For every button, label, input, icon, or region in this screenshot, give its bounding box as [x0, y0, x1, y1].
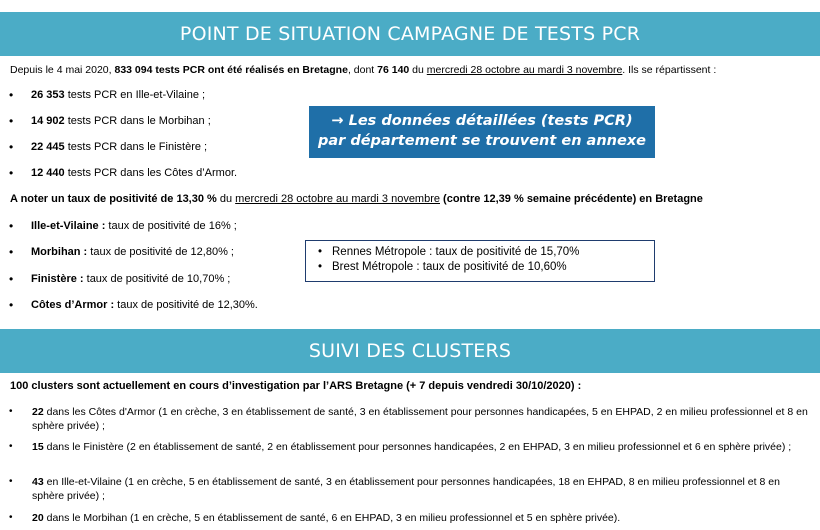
metro-text: Rennes Métropole : taux de positivité de 15,70% — [332, 246, 580, 258]
intro-period: mercredi 28 octobre au mardi 3 novembre — [426, 64, 623, 76]
bullet: • — [9, 441, 13, 452]
list-item — [32, 511, 810, 525]
rate-dept: Côtes d’Armor : — [31, 299, 115, 311]
section-banner-clusters: SUIVI DES CLUSTERS — [0, 329, 820, 373]
positivity-text: du — [216, 193, 236, 205]
list-item — [31, 220, 237, 232]
intro-weekly: 76 140 — [377, 64, 410, 76]
list-item — [31, 115, 211, 127]
dept-label: tests PCR dans le Morbihan ; — [64, 115, 211, 127]
bullet: • — [9, 298, 14, 312]
clusters-heading — [10, 380, 581, 392]
list-item — [31, 299, 258, 311]
bullet: • — [9, 140, 14, 154]
positivity-rate: A noter un taux de positivité de 13,30 % — [10, 193, 217, 205]
callout-line: par département se trouvent en annexe — [317, 133, 647, 149]
dept-count: 14 902 — [31, 115, 65, 127]
intro-text: , dont — [347, 64, 378, 76]
cluster-detail: dans le Morbihan (1 en crèche, 5 en établissement de santé, 6 en EHPAD, 3 en milieu professionnel et 5 en sphère privée). — [43, 512, 621, 524]
cluster-detail: en Ille-et-Vilaine (1 en crèche, 5 en établissement de santé, 3 en établissement pour personnes handicapées, 18 en EHPAD, 8 en milieu professionnel et 8 en sphère privée) ; — [32, 476, 780, 502]
dept-count: 26 353 — [31, 89, 65, 101]
clusters-heading-text: 100 clusters sont actuellement en cours d’investigation par l’ARS Bretagne (+ 7 depuis vendredi 30/10/2020) : — [10, 380, 582, 392]
metro-text: Brest Métropole : taux de positivité de 10,60% — [332, 261, 567, 273]
callout-line: → Les données détaillées (tests PCR) — [331, 113, 633, 129]
bullet: • — [9, 476, 13, 487]
rate-value: taux de positivité de 10,70% ; — [83, 273, 231, 285]
list-item — [32, 405, 810, 433]
list-item — [31, 273, 230, 285]
list-item — [31, 89, 205, 101]
rate-value: taux de positivité de 16% ; — [105, 220, 237, 232]
rate-dept: Ille-et-Vilaine : — [31, 220, 106, 232]
dept-label: tests PCR dans le Finistère ; — [64, 141, 208, 153]
positivity-comparison: (contre 12,39 % semaine précédente) en Bretagne — [440, 193, 703, 205]
rate-dept: Morbihan : — [31, 246, 88, 258]
list-item — [32, 440, 810, 454]
dept-count: 22 445 — [31, 141, 65, 153]
rate-value: taux de positivité de 12,30%. — [114, 299, 258, 311]
rate-dept: Finistère : — [31, 273, 84, 285]
cluster-count: 22 — [32, 406, 44, 418]
list-item — [31, 167, 237, 179]
bullet: • — [9, 512, 13, 523]
dept-count: 12 440 — [31, 167, 65, 179]
cluster-count: 15 — [32, 441, 44, 453]
section-banner-tests: POINT DE SITUATION CAMPAGNE DE TESTS PCR — [0, 12, 820, 56]
metro-item — [318, 260, 654, 275]
intro-total: 833 094 tests PCR ont été réalisés en Bretagne — [114, 64, 348, 76]
metro-item — [318, 245, 654, 260]
bullet: • — [9, 114, 14, 128]
intro-text: Depuis le 4 mai 2020, — [10, 64, 115, 76]
bullet: • — [318, 261, 323, 273]
intro-text: du — [409, 64, 427, 76]
positivity-period: mercredi 28 octobre au mardi 3 novembre — [235, 193, 440, 205]
list-item — [31, 141, 207, 153]
bullet: • — [9, 166, 14, 180]
cluster-count: 43 — [32, 476, 44, 488]
dept-label: tests PCR dans les Côtes d’Armor. — [64, 167, 238, 179]
bullet: • — [9, 406, 13, 417]
bullet: • — [9, 245, 14, 259]
cluster-count: 20 — [32, 512, 44, 524]
list-item — [32, 475, 810, 503]
rate-value: taux de positivité de 12,80% ; — [87, 246, 234, 258]
bullet: • — [9, 88, 14, 102]
bullet: • — [9, 272, 14, 286]
metro-box — [305, 240, 655, 282]
cluster-detail: dans le Finistère (2 en établissement de santé, 2 en établissement pour personnes handicapées, 2 en EHPAD, 3 en milieu professionnel et 6 en sphère privée) ; — [43, 441, 792, 453]
dept-label: tests PCR en Ille-et-Vilaine ; — [64, 89, 206, 101]
intro-paragraph — [10, 64, 716, 76]
bullet: • — [9, 219, 14, 233]
annex-callout — [309, 106, 655, 158]
list-item — [31, 246, 234, 258]
intro-text: . Ils se répartissent : — [622, 64, 717, 76]
bullet: • — [318, 246, 323, 258]
positivity-paragraph — [10, 193, 703, 205]
cluster-detail: dans les Côtes d'Armor (1 en crèche, 3 en établissement de santé, 3 en établissement pour personnes handicapées, 5 en EHPAD, 2 en milieu professionnel et 8 en sphère privée) ; — [32, 406, 808, 432]
